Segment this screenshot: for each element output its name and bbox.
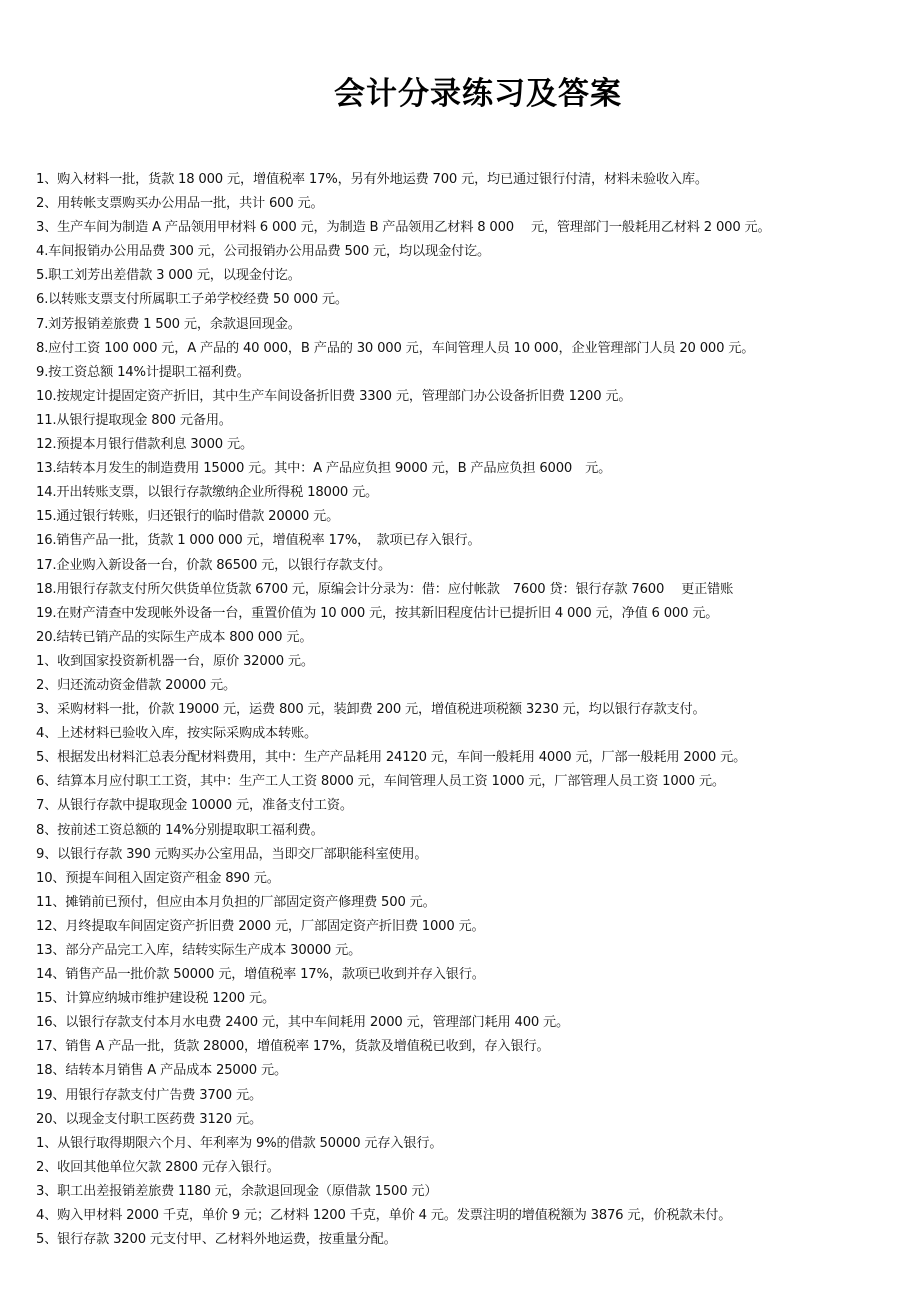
exercise-item: 4.车间报销办公用品费 300 元，公司报销办公用品费 500 元，均以现金付讫。 (36, 244, 490, 260)
exercise-item: 12.预提本月银行借款利息 3000 元。 (36, 437, 253, 453)
exercise-item: 19.在财产清查中发现帐外设备一台，重置价值为 10 000 元，按其新旧程度估计已提折旧 4 000 元，净值 6 000 元。 (36, 605, 719, 621)
exercise-item: 7、从银行存款中提取现金 10000 元，准备支付工资。 (36, 798, 353, 814)
exercise-item: 10.按规定计提固定资产折旧，其中生产车间设备折旧费 3300 元，管理部门办公设备折旧费 1200 元。 (36, 388, 632, 404)
exercise-item: 10、预提车间租入固定资产租金 890 元。 (36, 870, 280, 886)
exercise-item: 13、部分产品完工入库，结转实际生产成本 30000 元。 (36, 943, 362, 958)
exercise-item: 5、根据发出材料汇总表分配材料费用，其中：生产产品耗用 24120 元，车间一般耗用 4000 元，厂部一般耗用 2000 元。 (36, 750, 747, 766)
exercise-item: 9.按工资总额 14%计提职工福利费。 (36, 364, 250, 380)
exercise-item: 19、用银行存款支付广告费 3700 元。 (36, 1087, 262, 1103)
exercise-item: 14.开出转账支票，以银行存款缴纳企业所得税 18000 元。 (36, 485, 379, 501)
exercise-item: 3、职工出差报销差旅费 1180 元，余款退回现金（原借款 1500 元） (36, 1183, 438, 1199)
exercise-item: 15.通过银行转账，归还银行的临时借款 20000 元。 (36, 509, 340, 525)
exercise-item: 16.销售产品一批，货款 1 000 000 元，增值税率 17%， 款项已存入银行。 (36, 533, 481, 549)
exercise-item: 18、结转本月销售 A 产品成本 25000 元。 (36, 1063, 287, 1079)
exercise-item: 17.企业购入新设备一台，价款 86500 元，以银行存款支付。 (36, 557, 392, 573)
exercise-item: 7.刘芳报销差旅费 1 500 元，余款退回现金。 (36, 316, 301, 332)
exercise-item: 14、销售产品一批价款 50000 元，增值税率 17%，款项已收到并存入银行。 (36, 967, 485, 983)
exercise-item: 20.结转已销产品的实际生产成本 800 000 元。 (36, 629, 313, 645)
exercise-item: 8.应付工资 100 000 元，A 产品的 40 000，B 产品的 30 000 元，车间管理人员 10 000，企业管理部门人员 20 000 元。 (36, 340, 755, 356)
exercise-item: 17、销售 A 产品一批，货款 28000，增值税率 17%，货款及增值税已收到，存入银行。 (36, 1039, 550, 1055)
exercise-item: 8、按前述工资总额的 14%分别提取职工福利费。 (36, 822, 324, 838)
exercise-item: 3、生产车间为制造 A 产品领用甲材料 6 000 元，为制造 B 产品领用乙材料 8 000 元，管理部门一般耗用乙材料 2 000 元。 (36, 220, 771, 236)
exercise-item: 1、收到国家投资新机器一台，原价 32000 元。 (36, 653, 314, 669)
exercise-item: 6.以转账支票支付所属职工子弟学校经费 50 000 元。 (36, 292, 348, 308)
exercise-item: 11.从银行提取现金 800 元备用。 (36, 412, 232, 428)
exercise-item: 9、以银行存款 390 元购买办公室用品，当即交厂部职能科室使用。 (36, 846, 428, 862)
exercise-item: 3、采购材料一批，价款 19000 元，运费 800 元，装卸费 200 元，增值税进项税额 3230 元，均以银行存款支付。 (36, 702, 706, 718)
exercise-item: 4、购入甲材料 2000 千克，单价 9 元；乙材料 1200 千克，单价 4 元。发票注明的增值税额为 3876 元，价税款未付。 (36, 1208, 732, 1224)
exercise-item: 2、收回其他单位欠款 2800 元存入银行。 (36, 1159, 280, 1175)
exercise-item: 20、以现金支付职工医药费 3120 元。 (36, 1111, 262, 1127)
exercise-item: 2、用转帐支票购买办公用品一批，共计 600 元。 (36, 196, 324, 212)
exercise-item: 18.用银行存款支付所欠供货单位货款 6700 元，原编会计分录为：借：应付帐款 7600 贷：银行存款 7600 更正错账 (36, 581, 734, 597)
exercise-item: 15、计算应纳城市维护建设税 1200 元。 (36, 991, 275, 1007)
exercise-item: 16、以银行存款支付本月水电费 2400 元，其中车间耗用 2000 元，管理部门耗用 400 元。 (36, 1015, 570, 1031)
exercise-item: 12、月终提取车间固定资产折旧费 2000 元，厂部固定资产折旧费 1000 元。 (36, 918, 485, 934)
exercise-item: 1、从银行取得期限六个月、年利率为 9%的借款 50000 元存入银行。 (36, 1135, 443, 1151)
exercise-item: 6、结算本月应付职工工资，其中：生产工人工资 8000 元，车间管理人员工资 1000 元，厂部管理人员工资 1000 元。 (36, 774, 725, 790)
exercise-item: 5.职工刘芳出差借款 3 000 元，以现金付讫。 (36, 268, 301, 284)
exercise-item: 1、购入材料一批，货款 18 000 元，增值税率 17%，另有外地运费 700 元，均已通过银行付清，材料未验收入库。 (36, 172, 708, 187)
exercise-item: 11、摊销前已预付，但应由本月负担的厂部固定资产修理费 500 元。 (36, 894, 436, 910)
exercise-item: 5、银行存款 3200 元支付甲、乙材料外地运费，按重量分配。 (36, 1232, 397, 1248)
exercise-item: 4、上述材料已验收入库，按实际采购成本转账。 (36, 726, 317, 742)
exercise-item: 13.结转本月发生的制造费用 15000 元。其中：A 产品应负担 9000 元，B 产品应负担 6000 元。 (36, 461, 612, 477)
exercise-item: 2、归还流动资金借款 20000 元。 (36, 677, 236, 693)
exercise-list (36, 132, 920, 1252)
document-title: 会计分录练习及答案 (334, 76, 622, 112)
